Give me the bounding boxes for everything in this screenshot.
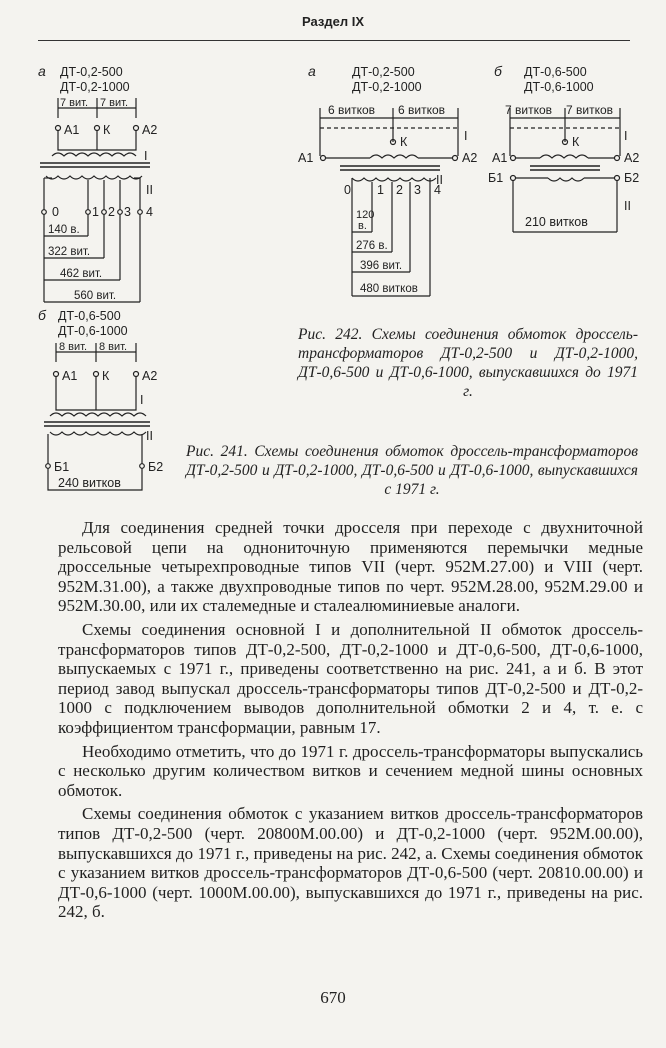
fig241b-turns-left: 8 вит. <box>59 341 88 353</box>
fig241a-tap-0: 0 <box>52 205 59 219</box>
page-header-title: Раздел IX <box>302 14 364 29</box>
fig241b-terminal-k: К <box>102 369 110 383</box>
fig241b-diagram <box>38 307 163 490</box>
fig241b-model-2: ДТ-0,6-1000 <box>58 324 128 338</box>
fig242a-winding-ii: II <box>436 173 443 187</box>
fig242b-letter: б <box>494 63 502 79</box>
fig242a-winding-i: I <box>464 129 468 143</box>
fig242b-terminal-a2: А2 <box>624 151 640 165</box>
fig241b-terminal-b2: Б2 <box>148 460 164 474</box>
fig242b-terminal-a1: А1 <box>492 151 508 165</box>
fig241a-dim-4: 560 вит. <box>74 290 117 302</box>
fig242a-tap-2: 2 <box>396 183 403 197</box>
body-text <box>58 518 643 926</box>
fig242a-tap-3: 3 <box>414 183 421 197</box>
fig242a-dim-3: 396 вит. <box>360 260 403 272</box>
fig242a-tap-1: 1 <box>377 183 384 197</box>
fig242b-turns-left: 7 витков <box>505 103 553 117</box>
fig242a-terminal-a2: А2 <box>462 151 478 165</box>
paragraph-1: Для соединения средней точки дросселя при переходе с двухниточной рельсовой цепи на однониточную применяются перемычки медные дроссельные четырехпроводные типов VII (черт. 952М.27.00) и VIII (черт. 952М.31.00), а также двухпроводные типов по черт. 952М.28.00, 952М.29.00 и 952М.30.00, или их сталемедные и сталеалюминиевые аналоги. <box>58 518 643 616</box>
fig241a-terminal-k-dot <box>95 126 100 131</box>
fig242a-tap-0: 0 <box>344 183 351 197</box>
fig241a-dim-3: 462 вит. <box>60 268 103 280</box>
fig241b-turns-right: 8 вит. <box>99 341 128 353</box>
fig242a-diagram <box>298 63 477 296</box>
fig241a-model-2: ДТ-0,2-1000 <box>60 80 130 94</box>
fig241b-winding-i: I <box>140 393 144 407</box>
fig241a-winding-i: I <box>144 149 148 163</box>
fig242b-diagram <box>488 63 639 232</box>
fig242b-model-1: ДТ-0,6-500 <box>524 65 587 79</box>
page-number: 670 <box>320 988 346 1007</box>
fig242b-winding-i: I <box>624 129 628 143</box>
fig241a-terminal-a1-dot <box>56 126 61 131</box>
fig242b-model-2: ДТ-0,6-1000 <box>524 80 594 94</box>
fig242a-terminal-a1: А1 <box>298 151 314 165</box>
fig242a-model-1: ДТ-0,2-500 <box>352 65 415 79</box>
fig242a-dim-4: 480 витков <box>360 283 418 295</box>
fig242a-dim-1b: в. <box>358 220 367 232</box>
fig241b-letter: б <box>38 307 46 323</box>
fig241a-dim-2: 322 вит. <box>48 246 91 258</box>
fig241a-terminal-k: К <box>103 123 111 137</box>
fig241a-turns-right: 7 вит. <box>100 97 129 109</box>
fig242b-terminal-b1: Б1 <box>488 171 504 185</box>
fig241a-diagram <box>38 63 157 302</box>
fig241b-dim: 240 витков <box>58 476 121 490</box>
fig241b-model-1: ДТ-0,6-500 <box>58 309 121 323</box>
fig242a-letter: а <box>308 63 316 79</box>
fig241a-letter: а <box>38 63 46 79</box>
fig241a-terminal-a2: А2 <box>142 123 158 137</box>
figure-241-caption: Рис. 241. Схемы соединения обмоток дроссель-трансформаторов ДТ-0,2-500 и ДТ-0,2-1000, ДТ-0,6-500 и ДТ-0,6-1000, выпускавшихся с 1971 г. <box>186 443 638 498</box>
fig242a-dim-1a: 120 <box>356 209 375 221</box>
fig242a-turns-left: 6 витков <box>328 103 376 117</box>
fig242b-turns-right: 7 витков <box>566 103 614 117</box>
fig242a-terminal-k: К <box>400 135 408 149</box>
fig241a-tap-1: 1 <box>92 205 99 219</box>
fig242b-terminal-k: К <box>572 135 580 149</box>
fig241a-winding-ii: II <box>146 183 153 197</box>
fig241a-turns-left: 7 вит. <box>60 97 89 109</box>
fig242b-terminal-b2: Б2 <box>624 171 640 185</box>
fig241b-terminal-a1: А1 <box>62 369 78 383</box>
fig241a-terminal-a2-dot <box>134 126 139 131</box>
fig241b-terminal-a2: А2 <box>142 369 158 383</box>
figure-242-caption: Рис. 242. Схемы соединения обмоток дроссель-трансформаторов ДТ-0,2-500 и ДТ-0,2-1000, ДТ-0,6-500 и ДТ-0,6-1000, выпускавшихся до 1971 г. <box>298 326 638 400</box>
fig241a-terminal-a1: А1 <box>64 123 80 137</box>
fig241a-tap-4: 4 <box>146 205 153 219</box>
fig241a-model-1: ДТ-0,2-500 <box>60 65 123 79</box>
fig242a-tap-4: 4 <box>434 183 441 197</box>
paragraph-4: Схемы соединения обмоток с указанием витков дроссель-трансформаторов типов ДТ-0,2-500 (черт. 20800М.00.00) и ДТ-0,2-1000 (черт. 952М.00.00), выпускавшихся до 1971 г., приведены на рис. 242, а. Схемы соединения обмоток с указанием витков дроссель-трансформаторов ДТ-0,6-500 (черт. 20810.00.00) и ДТ-0,6-1000 (черт. 1000М.00.00), выпускавшихся до 1971 г., приведены на рис. 242, б. <box>58 804 643 922</box>
fig242a-model-2: ДТ-0,2-1000 <box>352 80 422 94</box>
figures-area <box>0 0 666 510</box>
paragraph-3: Необходимо отметить, что до 1971 г. дроссель-трансформаторы выпускались с несколько другим количеством витков и сечением медной шины основных обмоток. <box>58 741 643 800</box>
fig242b-winding-ii: II <box>624 199 631 213</box>
fig241b-terminal-b1: Б1 <box>54 460 70 474</box>
fig242b-dim: 210 витков <box>525 215 588 229</box>
fig241b-winding-ii: II <box>146 429 153 443</box>
fig242a-turns-right: 6 витков <box>398 103 446 117</box>
paragraph-2: Схемы соединения основной I и дополнительной II обмоток дроссель-трансформаторов типов ДТ-0,2-500, ДТ-0,2-1000 и ДТ-0,6-500, ДТ-0,6-1000, выпускаемых с 1971 г., приведены соответственно на рис. 241, а и б. В этот период завод выпускал дроссель-трансформаторы типов ДТ-0,2-500 и ДТ-0,2-1000 с подключением выводов дополнительной обмотки 2 и 4, т. е. с коэффициентом трансформации, равным 17. <box>58 619 643 737</box>
fig241a-tap-2: 2 <box>108 205 115 219</box>
fig241a-tap-3: 3 <box>124 205 131 219</box>
fig241a-dim-1: 140 в. <box>48 224 80 236</box>
fig242a-dim-2: 276 в. <box>356 240 388 252</box>
